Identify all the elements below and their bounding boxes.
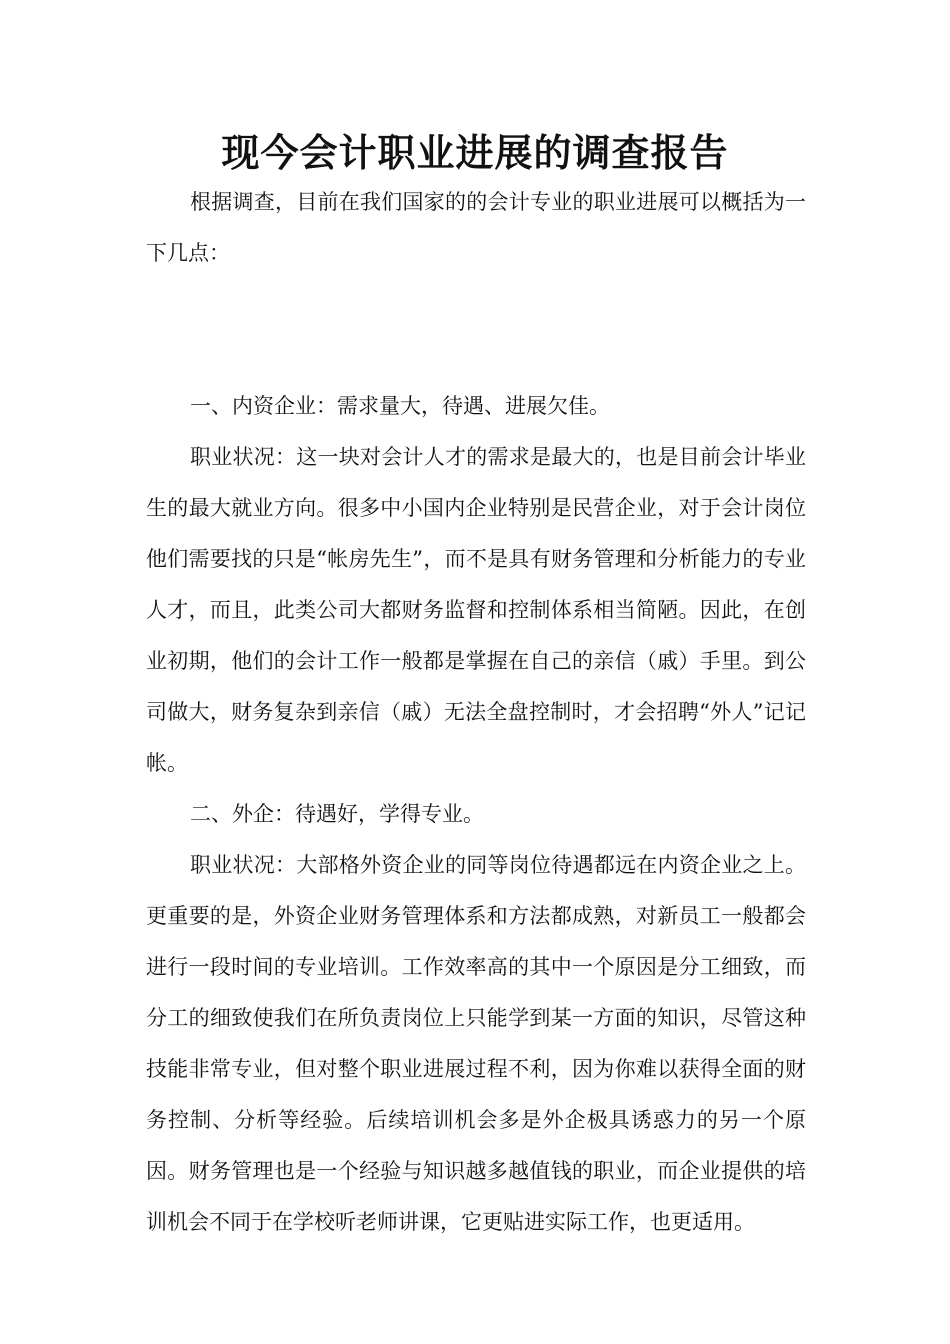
paragraph-foreign-status: 职业状况：大部格外资企业的同等岗位待遇都远在内资企业之上。更重要的是，外资企业财务管理体系和方法都成熟，对新员工一般都会进行一段时间的专业培训。工作效率高的其中一个原因是分工细致，而分工的细致使我们在所负责岗位上只能学到某一方面的知识，尽管这种技能非常专业，但对整个职业进展过程不利，因为你难以获得全面的财务控制、分析等经验。后续培训机会多是外企极具诱惑力的另一个原因。财务管理也是一个经验与知识越多越值钱的职业，而企业提供的培训机会不同于在学校听老师讲课，它更贴进实际工作，也更适用。 <box>146 853 806 1234</box>
document-body <box>146 177 806 1248</box>
paragraph-spacer <box>146 279 806 381</box>
document-title: 现今会计职业进展的调查报告 <box>221 131 729 175</box>
section-heading-domestic: 一、内资企业：需求量大，待遇、进展欠佳。 <box>190 394 610 418</box>
section-heading-foreign: 二、外企：待遇好，学得专业。 <box>190 802 484 826</box>
intro-paragraph: 根据调查，目前在我们国家的的会计专业的职业进展可以概括为一下几点： <box>146 190 806 265</box>
paragraph-domestic-status: 职业状况：这一块对会计人才的需求是最大的，也是目前会计毕业生的最大就业方向。很多中小国内企业特别是民营企业，对于会计岗位他们需要找的只是“帐房先生”，而不是具有财务管理和分析能力的专业人才，而且，此类公司大都财务监督和控制体系相当简陋。因此，在创业初期，他们的会计工作一般都是掌握在自己的亲信（戚）手里。到公司做大，财务复杂到亲信（戚）无法全盘控制时，才会招聘“外人”记记帐。 <box>146 445 806 775</box>
